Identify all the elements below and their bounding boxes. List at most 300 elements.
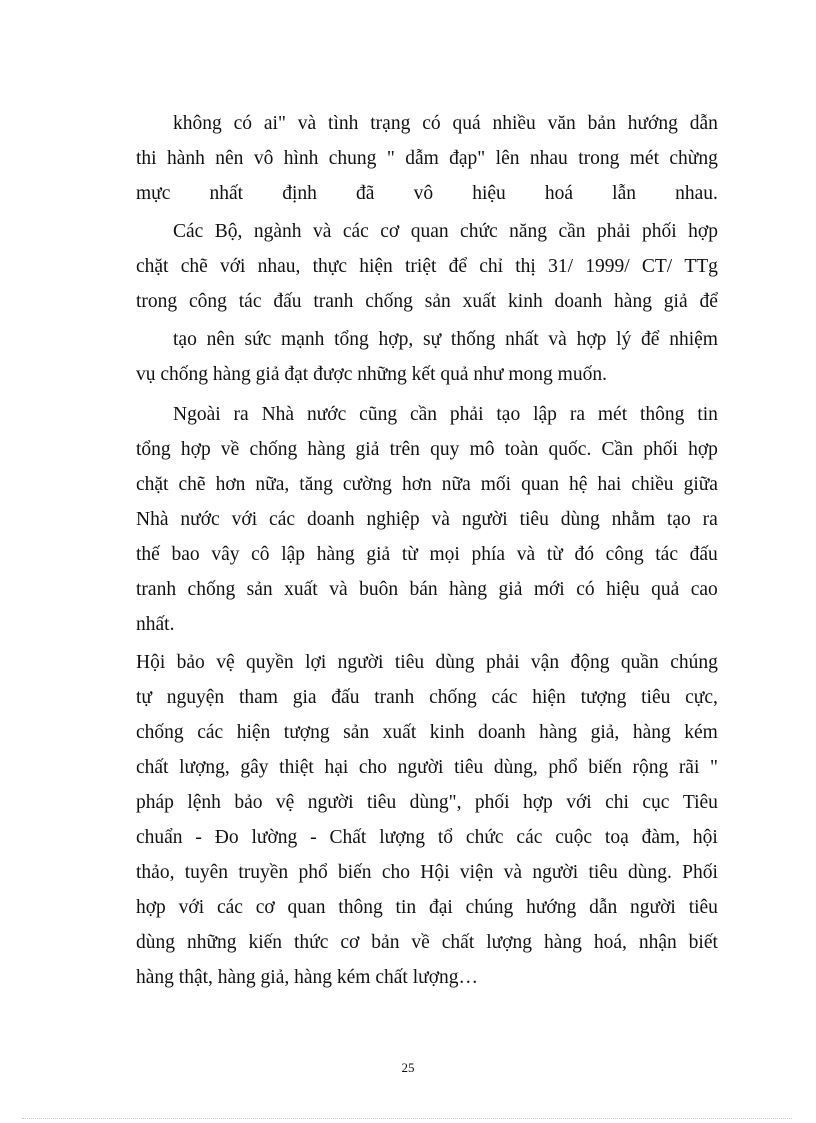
word: hướng (627, 113, 678, 134)
word: tạo (666, 509, 691, 530)
word: hành (166, 148, 205, 169)
word: cho (358, 757, 388, 778)
word: với (566, 792, 592, 813)
word: cơ (255, 897, 275, 918)
word: dẫn (589, 897, 618, 918)
word: dùng (435, 652, 475, 673)
word: và (329, 579, 348, 600)
word: đấu (331, 687, 360, 708)
word: hợp (180, 439, 211, 460)
word: tranh (136, 579, 177, 600)
word: cũng (359, 404, 398, 425)
word: kinh (508, 291, 543, 312)
word: dùng (136, 932, 175, 953)
text-line (136, 147, 718, 171)
word: nên (215, 148, 244, 169)
word: Nhà (136, 509, 169, 530)
word: có (233, 113, 253, 134)
word: gây (240, 757, 269, 778)
word: từ (546, 544, 563, 565)
word: lệnh (187, 792, 221, 813)
word: hơn (215, 474, 246, 495)
word: tiêu (688, 897, 718, 918)
word: chặt (136, 256, 169, 277)
word: buôn (359, 579, 399, 600)
word: quả (651, 579, 680, 600)
word: dùng (560, 509, 600, 530)
word: dẫn (689, 113, 718, 134)
word: hơn (401, 474, 432, 495)
word: nữa, (255, 474, 290, 495)
word: tranh (374, 687, 415, 708)
word: mới (533, 579, 565, 600)
word: hợp, (378, 329, 414, 350)
word: người (461, 509, 508, 530)
word: sự (422, 329, 442, 350)
word: hiện (236, 722, 271, 743)
word: hàng (614, 291, 652, 312)
word: lượng, (179, 757, 230, 778)
word: " (710, 757, 718, 778)
word: người (337, 652, 384, 673)
word: chống (249, 439, 298, 460)
word: nhiệm (669, 329, 718, 350)
word: toạ (604, 827, 629, 848)
word: chức (465, 827, 504, 848)
word: các (197, 722, 224, 743)
text-line (136, 861, 718, 885)
word: chúng (670, 652, 718, 673)
word: phải (449, 404, 484, 425)
word: và (297, 113, 317, 134)
word: chỉ (479, 256, 504, 277)
word: tiêu (519, 509, 549, 530)
word: tuyên (184, 862, 229, 883)
word: tượng (580, 687, 627, 708)
word: mạnh (281, 329, 325, 350)
word: vô (253, 148, 274, 169)
word: Bộ, (214, 221, 243, 242)
word: thị (515, 256, 536, 277)
word: nhằm (611, 509, 655, 530)
word: bảo (234, 792, 263, 813)
word: dùng", (409, 792, 462, 813)
word: nhất (505, 329, 539, 350)
word: để (641, 329, 660, 350)
word: trên (389, 439, 420, 460)
justified-word: lẫn (612, 183, 636, 204)
word: hướng (526, 897, 577, 918)
word: hàng (307, 439, 346, 460)
word: tác (655, 544, 678, 565)
word: bảo (176, 652, 205, 673)
word: tăng (299, 474, 333, 495)
word: không (173, 113, 222, 134)
word: bản (371, 932, 400, 953)
word: Đo (214, 827, 239, 848)
text-line: nhất. (136, 614, 175, 635)
word: tiêu (641, 687, 671, 708)
word: TTg (684, 256, 718, 277)
word: nên (206, 329, 235, 350)
word: Cần (601, 439, 633, 460)
word: thi (136, 148, 157, 169)
word: tiêu (588, 862, 618, 883)
word: pháp (136, 792, 174, 813)
text-line (136, 931, 718, 955)
word: sản (424, 291, 451, 312)
word: Hội (420, 862, 450, 883)
word: hàng (316, 544, 355, 565)
word: hệ (569, 474, 588, 495)
text-line (173, 220, 718, 244)
text-line: hàng thật, hàng giả, hàng kém chất lượng… (136, 967, 479, 988)
text-line-justified (136, 182, 718, 206)
word: tự (136, 687, 152, 708)
word: sức (244, 329, 272, 350)
word: giả (355, 439, 380, 460)
word: doanh (306, 509, 355, 530)
word: có (422, 113, 441, 134)
word: cục (642, 792, 670, 813)
word: trong (136, 291, 178, 312)
word: những (186, 932, 237, 953)
word: tham (238, 687, 278, 708)
word: hiện (359, 256, 393, 277)
word: phía (471, 544, 506, 565)
text-line (173, 403, 718, 427)
word: triệt (405, 256, 437, 277)
word: xuất (382, 722, 417, 743)
word: nhau (529, 148, 568, 169)
word: rộng (632, 757, 669, 778)
word: cơ (340, 932, 360, 953)
word: với (231, 509, 258, 530)
word: các (516, 827, 543, 848)
word: và (516, 544, 536, 565)
word: ai" (263, 113, 286, 134)
word: thức (294, 932, 329, 953)
word: chúng (465, 897, 514, 918)
word: thống (450, 329, 496, 350)
word: nước (180, 509, 220, 530)
word: Hội (136, 652, 166, 673)
word: giữa (683, 474, 718, 495)
word: biết (688, 932, 718, 953)
word: phổ (298, 862, 328, 883)
word: ra (702, 509, 718, 530)
word: vệ (216, 652, 235, 673)
word: 1999/ (585, 256, 630, 277)
word: kém (684, 722, 718, 743)
justified-word: mực (136, 183, 171, 204)
text-line (173, 112, 718, 136)
word: biến (588, 757, 622, 778)
word: tranh (313, 291, 354, 312)
word: lập (281, 544, 306, 565)
word: chẽ (180, 256, 208, 277)
word: tượng (283, 722, 330, 743)
word: với (219, 256, 246, 277)
word: rãi (678, 757, 700, 778)
word: thông (640, 404, 685, 425)
word: lượng (486, 932, 533, 953)
word: chức (460, 221, 498, 242)
text-line (136, 438, 718, 462)
word: cực, (685, 687, 718, 708)
word: giả (498, 579, 523, 600)
word: lý (616, 329, 632, 350)
word: hiệu (606, 579, 640, 600)
word: quan (521, 474, 560, 495)
word: hàng (543, 932, 582, 953)
word: cơ (380, 221, 400, 242)
word: giả (663, 291, 688, 312)
word: tổng (136, 439, 171, 460)
word: nhiều (492, 113, 536, 134)
text-line (136, 473, 718, 497)
word: quan (410, 221, 449, 242)
word: nước (306, 404, 347, 425)
word: tổng (334, 329, 369, 350)
text-line (173, 328, 718, 352)
text-line (136, 896, 718, 920)
word: chống (365, 291, 413, 312)
word: giả (366, 544, 391, 565)
text-line (136, 543, 718, 567)
word: chi (605, 792, 629, 813)
word: ra (233, 404, 249, 425)
word: tiêu (454, 757, 484, 778)
word: quốc. (548, 439, 592, 460)
justified-word: nhau. (675, 183, 718, 204)
word: người (397, 757, 444, 778)
page-number: 25 (401, 1060, 415, 1075)
word: để (699, 291, 718, 312)
justified-word: định (282, 183, 317, 204)
word: vệ (275, 792, 295, 813)
word: 31/ (548, 256, 573, 277)
word: người (532, 862, 579, 883)
text-line (136, 686, 718, 710)
word: các (216, 897, 243, 918)
word: lượng (379, 827, 426, 848)
text-line: vụ chống hàng giả đạt được những kết quả như mong muốn. (136, 364, 607, 385)
word: tác (238, 291, 262, 312)
word: " (386, 148, 395, 169)
word: hàng (449, 579, 488, 600)
word: các (269, 509, 296, 530)
justified-word: vô (413, 183, 434, 204)
word: hình (283, 148, 319, 169)
word: phổ (548, 757, 578, 778)
word: chuẩn (136, 827, 183, 848)
word: vận (530, 652, 560, 673)
word: quan (287, 897, 326, 918)
word: từ (401, 544, 418, 565)
word: phối (642, 221, 677, 242)
word: công (605, 544, 644, 565)
word: phối (643, 439, 678, 460)
justified-word: hiệu (472, 183, 506, 204)
word: Ngoài (173, 404, 221, 425)
word: thực (312, 256, 348, 277)
word: giả, (590, 722, 620, 743)
justified-word: nhất (209, 183, 244, 204)
word: tổ (437, 827, 454, 848)
word: chừng (669, 148, 718, 169)
word: chất (136, 757, 169, 778)
word: hội (692, 827, 718, 848)
word: tạo (496, 404, 521, 425)
word: quần (620, 652, 659, 673)
word: và (503, 862, 523, 883)
word: Chất (329, 827, 367, 848)
word: năng (509, 221, 548, 242)
word: bao (171, 544, 200, 565)
word: chống (429, 687, 477, 708)
word: sản (343, 722, 370, 743)
word: Phối (682, 862, 718, 883)
word: dẫm (405, 148, 439, 169)
word: đại (428, 897, 453, 918)
word: quyền (246, 652, 294, 673)
word: vây (211, 544, 240, 565)
word: và (431, 509, 450, 530)
word: phối (474, 792, 510, 813)
justified-word: đã (356, 183, 375, 204)
word: cường (342, 474, 392, 495)
word: tin (395, 897, 417, 918)
word: nghiệp (366, 509, 420, 530)
text-line (136, 651, 718, 675)
word: doanh (554, 291, 603, 312)
word: đó (574, 544, 594, 565)
word: Các (173, 221, 204, 242)
word: hiện (532, 687, 566, 708)
word: dùng, (493, 757, 538, 778)
word: nguyện (166, 687, 225, 708)
word: chẽ (178, 474, 206, 495)
word: mét (597, 404, 628, 425)
word: công (189, 291, 227, 312)
word: bản (587, 113, 616, 134)
word: trạng (370, 113, 411, 134)
word: đấu (273, 291, 302, 312)
word: người (307, 792, 354, 813)
word: lập (533, 404, 557, 425)
text-line (136, 578, 718, 602)
word: động (570, 652, 610, 673)
word: để (448, 256, 468, 277)
word: phải (597, 221, 631, 242)
word: chất (441, 932, 475, 953)
justified-word: hoá (544, 183, 574, 204)
word: bán (409, 579, 438, 600)
text-line (136, 290, 718, 314)
word: tình (328, 113, 359, 134)
word: hợp (576, 329, 607, 350)
word: tạo (173, 329, 197, 350)
word: tiêu (394, 652, 425, 673)
word: hợp (688, 439, 718, 460)
footer-divider (22, 1118, 792, 1119)
word: doanh (477, 722, 526, 743)
word: hoá, (593, 932, 627, 953)
word: và (548, 329, 567, 350)
word: quy (430, 439, 460, 460)
word: cô (251, 544, 270, 565)
word: mét (629, 148, 659, 169)
text-line (136, 826, 718, 850)
word: - (310, 827, 317, 848)
word: dùng. (627, 862, 672, 883)
word: chống (187, 579, 236, 600)
word: toàn (504, 439, 539, 460)
word: - (195, 827, 202, 848)
word: chung (328, 148, 377, 169)
word: các (491, 687, 518, 708)
word: với (178, 897, 205, 918)
word: thế (136, 544, 160, 565)
word: nhận (638, 932, 677, 953)
word: quá (452, 113, 481, 134)
word: phải (485, 652, 520, 673)
word: kinh (429, 722, 465, 743)
word: mô (469, 439, 495, 460)
word: viện (459, 862, 494, 883)
word: kiến (248, 932, 283, 953)
word: Tiêu (682, 792, 718, 813)
word: lên (495, 148, 520, 169)
word: thiệt (279, 757, 314, 778)
word: về (220, 439, 240, 460)
text-line (136, 255, 718, 279)
word: và (312, 221, 332, 242)
word: nữa (441, 474, 471, 495)
text-line (136, 791, 718, 815)
text-line (136, 756, 718, 780)
word: tin (697, 404, 718, 425)
word: tiêu (366, 792, 397, 813)
word: cho (381, 862, 410, 883)
word: ngành (253, 221, 302, 242)
word: đạp" (449, 148, 486, 169)
word: lợi (305, 652, 327, 673)
word: cao (690, 579, 718, 600)
word: hại (324, 757, 349, 778)
word: đấu (689, 544, 718, 565)
word: xuất (462, 291, 497, 312)
word: CT/ (641, 256, 673, 277)
text-line (136, 508, 718, 532)
word: truyền (238, 862, 289, 883)
word: gia (292, 687, 317, 708)
word: ra (569, 404, 585, 425)
word: thảo, (136, 862, 175, 883)
text-line (136, 721, 718, 745)
word: hợp (523, 792, 553, 813)
word: hàng (632, 722, 671, 743)
word: biến (337, 862, 372, 883)
word: cuộc (555, 827, 593, 848)
word: các (342, 221, 369, 242)
word: chống (136, 722, 184, 743)
word: hợp (136, 897, 166, 918)
word: sản (246, 579, 273, 600)
word: có (576, 579, 595, 600)
word: chiều (631, 474, 674, 495)
